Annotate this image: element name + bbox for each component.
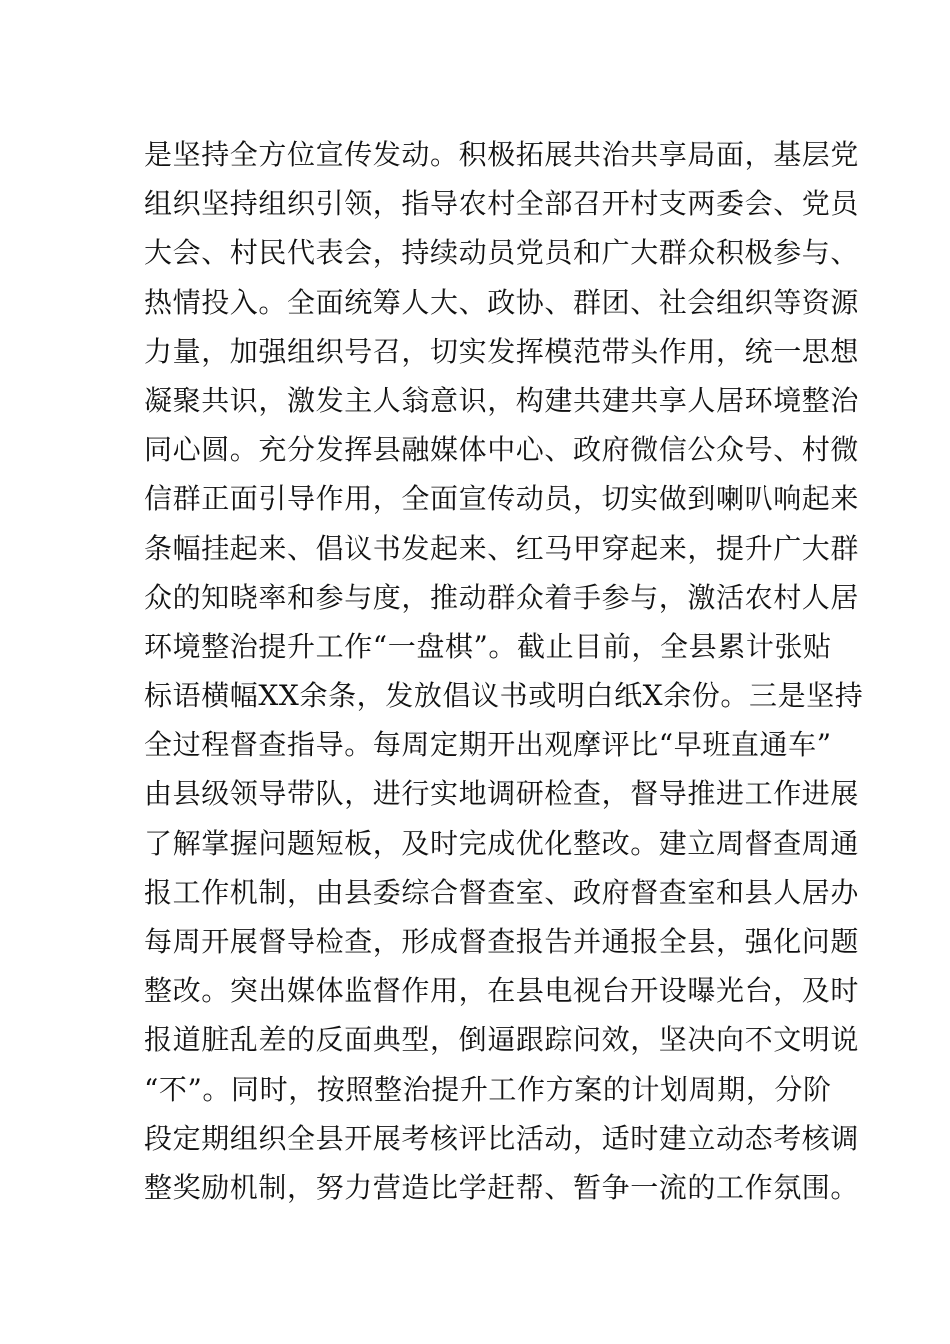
text-line: 全过程督查指导。每周定期开出观摩评比“早班直通车” — [144, 728, 832, 762]
text-line: 凝聚共识，激发主人翁意识，构建共建共享人居环境整治 — [144, 383, 860, 417]
text-line: 热情投入。全面统筹人大、政协、群团、社会组织等资源 — [144, 285, 860, 319]
text-line: 整奖励机制，努力营造比学赶帮、暂争一流的工作氛围。 — [144, 1170, 860, 1204]
text-line: 段定期组织全县开展考核评比活动，适时建立动态考核调 — [144, 1121, 860, 1155]
text-line: 力量，加强组织号召，切实发挥模范带头作用，统一思想 — [144, 334, 860, 368]
text-line: 整改。突出媒体监督作用，在县电视台开设曝光台，及时 — [144, 974, 860, 1008]
text-line: 了解掌握问题短板，及时完成优化整改。建立周督查周通 — [144, 826, 860, 860]
text-line: 组织坚持组织引领，指导农村全部召开村支两委会、党员 — [144, 187, 860, 221]
text-line: 报工作机制，由县委综合督查室、政府督查室和县人居办 — [144, 875, 860, 909]
text-line: 环境整治提升工作“一盘棋”。截止目前，全县累计张贴 — [144, 629, 832, 663]
text-line: 由县级领导带队，进行实地调研检查，督导推进工作进展 — [144, 777, 860, 811]
body-paragraph — [144, 130, 864, 1212]
text-line: 报道脏乱差的反面典型，倒逼跟踪问效，坚决向不文明说 — [144, 1023, 860, 1057]
text-line: “不”。同时，按照整治提升工作方案的计划周期，分阶 — [144, 1072, 832, 1106]
text-line: 众的知晓率和参与度，推动群众着手参与，激活农村人居 — [144, 580, 860, 614]
text-line: 是坚持全方位宣传发动。积极拓展共治共享局面，基层党 — [144, 138, 860, 171]
text-line: 每周开展督导检查，形成督查报告并通报全县，强化问题 — [144, 925, 860, 958]
text-line: 信群正面引导作用，全面宣传动员，切实做到喇叭响起来 — [144, 482, 860, 516]
text-line: 同心圆。充分发挥县融媒体中心、政府微信公众号、村微 — [144, 433, 860, 467]
text-line: 大会、村民代表会，持续动员党员和广大群众积极参与、 — [144, 236, 860, 270]
text-line: 条幅挂起来、倡议书发起来、红马甲穿起来，提升广大群 — [144, 531, 860, 565]
text-line: 标语横幅XX余条，发放倡议书或明白纸X余份。三是坚持 — [144, 679, 864, 713]
